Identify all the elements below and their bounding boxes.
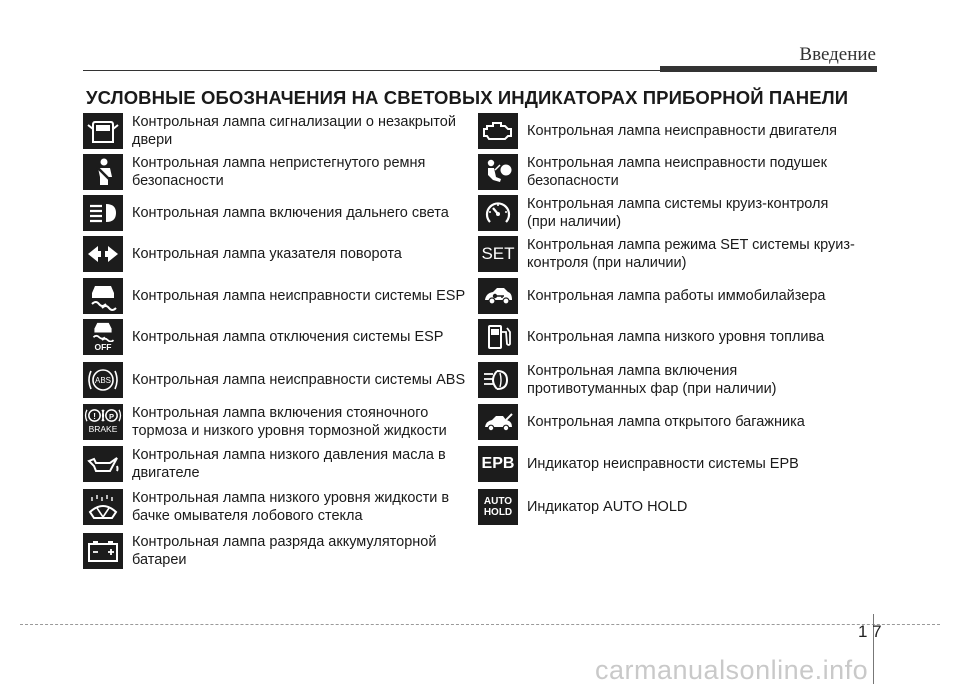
seat-belt-icon (83, 154, 123, 190)
indicator-label: Контрольная лампа низкого уровня топлива (527, 329, 825, 345)
indicator-label: Контрольная лампа включения противотуманных фар (при наличии) (527, 363, 777, 397)
indicator-row-auto-hold (478, 489, 857, 525)
check-engine-icon (478, 113, 518, 149)
svg-text:P: P (108, 411, 115, 421)
indicator-label: Контрольная лампа открытого багажника (527, 414, 805, 430)
brake-icon (83, 404, 123, 440)
trunk-open-icon (478, 404, 518, 440)
fuel-icon (478, 319, 518, 355)
indicator-label: Контрольная лампа низкого уровня жидкости в бачке омывателя лобового стекла (132, 490, 450, 524)
indicator-row-high-beam (83, 195, 462, 231)
turn-signal-icon (83, 236, 123, 272)
esp-icon (83, 278, 123, 314)
indicator-label: Контрольная лампа сигнализации о незакрытой двери (132, 114, 456, 148)
indicator-row-epb (478, 446, 857, 482)
high-beam-icon (83, 195, 123, 231)
epb-icon (478, 446, 518, 482)
open-door-icon (83, 113, 123, 149)
indicator-label: Контрольная лампа неисправности двигателя (527, 123, 837, 139)
indicator-row-airbag (478, 154, 847, 190)
indicator-label: Контрольная лампа отключения системы ESP (132, 329, 444, 345)
cruise-control-icon (478, 195, 518, 231)
indicator-label: Контрольная лампа включения стояночного тормоза и низкого уровня тормозной жидкости (132, 405, 447, 439)
indicator-label: Контрольная лампа неисправности системы ESP (132, 288, 466, 304)
abs-icon (83, 362, 123, 398)
cruise-set-icon (478, 236, 518, 272)
abs-text: ABS (94, 375, 111, 385)
indicator-label: Контрольная лампа непристегнутого ремня безопасности (132, 155, 426, 189)
header-rule-accent (660, 66, 877, 72)
indicator-label: Контрольная лампа разряда аккумуляторной батареи (132, 534, 437, 568)
esp-off-icon (83, 319, 123, 355)
indicator-label: Контрольная лампа режима SET системы круиз-контроля (при наличии) (527, 237, 855, 271)
washer-fluid-icon (83, 489, 123, 525)
epb-text: EPB (481, 455, 515, 472)
indicator-label: Индикатор неисправности системы EPB (527, 456, 799, 472)
indicator-row-washer-fluid (83, 489, 452, 525)
indicator-label: Контрольная лампа неисправности системы ABS (132, 372, 466, 388)
indicator-row-battery (83, 533, 452, 569)
indicator-row-trunk-open (478, 404, 857, 440)
indicator-label: Контрольная лампа включения дальнего света (132, 205, 449, 221)
indicator-row-oil-pressure (83, 446, 452, 482)
page-number: 1 7 (858, 622, 882, 641)
airbag-icon (478, 154, 518, 190)
indicator-label: Контрольная лампа работы иммобилайзера (527, 288, 826, 304)
section-header: Введение (799, 44, 876, 65)
oil-pressure-icon (83, 446, 123, 482)
brake-text: BRAKE (88, 424, 118, 434)
bottom-dashed-line (20, 624, 940, 625)
indicator-row-esp (83, 278, 472, 314)
page-title: УСЛОВНЫЕ ОБОЗНАЧЕНИЯ НА СВЕТОВЫХ ИНДИКАТОРАХ ПРИБОРНОЙ ПАНЕЛИ (86, 87, 849, 108)
immobilizer-icon (478, 278, 518, 314)
indicator-row-open-door (83, 113, 462, 149)
indicator-row-check-engine (478, 113, 857, 149)
auto-hold-text: AUTO HOLD (483, 496, 513, 518)
fog-light-icon (478, 362, 518, 398)
indicator-row-turn-signal (83, 236, 462, 272)
indicator-label: Контрольная лампа низкого давления масла в двигателе (132, 447, 446, 481)
cruise-set-text: SET (481, 244, 515, 263)
indicator-row-fuel (478, 319, 857, 355)
auto-hold-icon (478, 489, 518, 525)
svg-text:!: ! (93, 410, 96, 421)
indicator-row-brake (83, 404, 472, 440)
indicator-row-esp-off (83, 319, 462, 355)
indicator-row-cruise-control (478, 195, 847, 231)
indicator-row-seat-belt (83, 154, 452, 190)
watermark: carmanualsonline.info (595, 655, 869, 685)
indicator-row-cruise-set (478, 236, 857, 272)
indicator-label: Контрольная лампа неисправности подушек безопасности (527, 155, 827, 189)
esp-off-text: OFF (94, 342, 112, 352)
indicator-label: Индикатор AUTO HOLD (527, 499, 688, 515)
indicator-row-fog-light (478, 362, 857, 398)
indicator-label: Контрольная лампа системы круиз-контроля (при наличии) (527, 196, 829, 230)
indicator-label: Контрольная лампа указателя поворота (132, 246, 402, 262)
battery-icon (83, 533, 123, 569)
indicator-row-immobilizer (478, 278, 857, 314)
indicator-row-abs (83, 362, 472, 398)
header-rule (83, 70, 663, 71)
